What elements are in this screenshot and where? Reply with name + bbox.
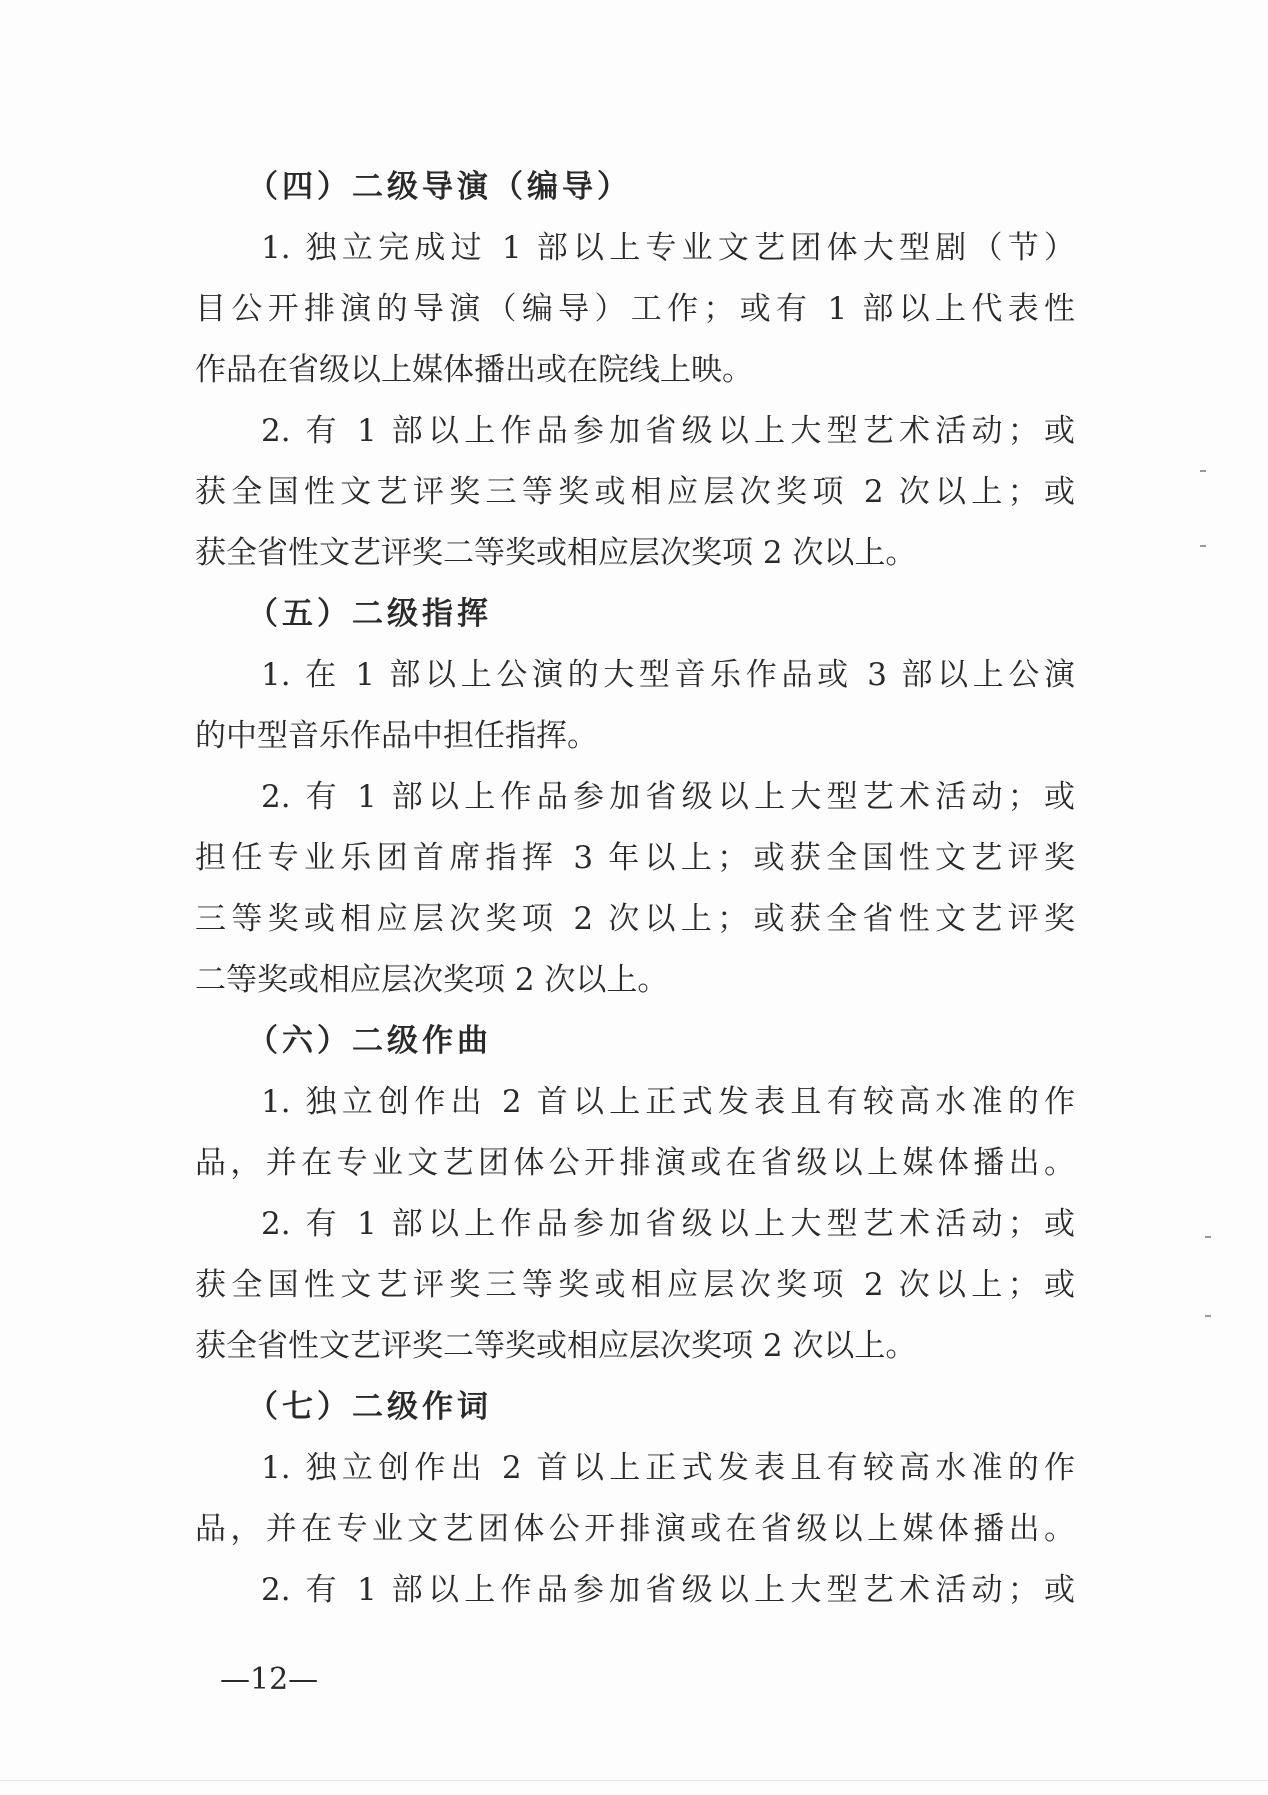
document-body (195, 157, 1075, 1621)
section-heading: （五）二级指挥 (247, 596, 492, 632)
paragraph-line: 二等奖或相应层次奖项 2 次以上。 (195, 962, 669, 998)
paragraph-line: 三等奖或相应层次奖项 2 次以上；或获全省性文艺评奖 (195, 901, 1075, 937)
paragraph-line: 品，并在专业文艺团体公开排演或在省级以上媒体播出。 (195, 1511, 1075, 1547)
scan-speck (1205, 1236, 1211, 1238)
section-heading: （六）二级作曲 (247, 1023, 492, 1059)
paragraph-line: 获全国性文艺评奖三等奖或相应层次奖项 2 次以上；或 (195, 474, 1075, 510)
paragraph-line: 的中型音乐作品中担任指挥。 (195, 718, 598, 754)
paragraph-line: 作品在省级以上媒体播出或在院线上映。 (195, 352, 753, 388)
paragraph-line: 1. 独立完成过 1 部以上专业文艺团体大型剧（节） (261, 230, 1075, 266)
paragraph-line: 担任专业乐团首席指挥 3 年以上；或获全国性文艺评奖 (195, 840, 1075, 876)
paragraph-line: 品，并在专业文艺团体公开排演或在省级以上媒体播出。 (195, 1145, 1075, 1181)
paragraph-line: 获全国性文艺评奖三等奖或相应层次奖项 2 次以上；或 (195, 1267, 1075, 1303)
paragraph-line: 获全省性文艺评奖二等奖或相应层次奖项 2 次以上。 (195, 1328, 917, 1364)
paragraph-line: 目公开排演的导演（编导）工作；或有 1 部以上代表性 (195, 291, 1075, 327)
page-number: —12— (220, 1662, 319, 1697)
paragraph-line: 2. 有 1 部以上作品参加省级以上大型艺术活动；或 (261, 1206, 1075, 1242)
scan-edge-line (0, 1780, 1268, 1781)
scan-speck (1205, 1315, 1211, 1317)
paragraph-line: 1. 独立创作出 2 首以上正式发表且有较高水准的作 (261, 1084, 1075, 1120)
paragraph-line: 1. 在 1 部以上公演的大型音乐作品或 3 部以上公演 (261, 657, 1075, 693)
scan-speck (1200, 545, 1206, 547)
paragraph-line: 2. 有 1 部以上作品参加省级以上大型艺术活动；或 (261, 413, 1075, 449)
section-heading: （四）二级导演（编导） (247, 169, 632, 205)
scan-speck (1200, 470, 1206, 472)
paragraph-line: 1. 独立创作出 2 首以上正式发表且有较高水准的作 (261, 1450, 1075, 1486)
paragraph-line: 2. 有 1 部以上作品参加省级以上大型艺术活动；或 (261, 1572, 1075, 1608)
paragraph-line: 2. 有 1 部以上作品参加省级以上大型艺术活动；或 (261, 779, 1075, 815)
paragraph-line: 获全省性文艺评奖二等奖或相应层次奖项 2 次以上。 (195, 535, 917, 571)
section-heading: （七）二级作词 (247, 1389, 492, 1425)
